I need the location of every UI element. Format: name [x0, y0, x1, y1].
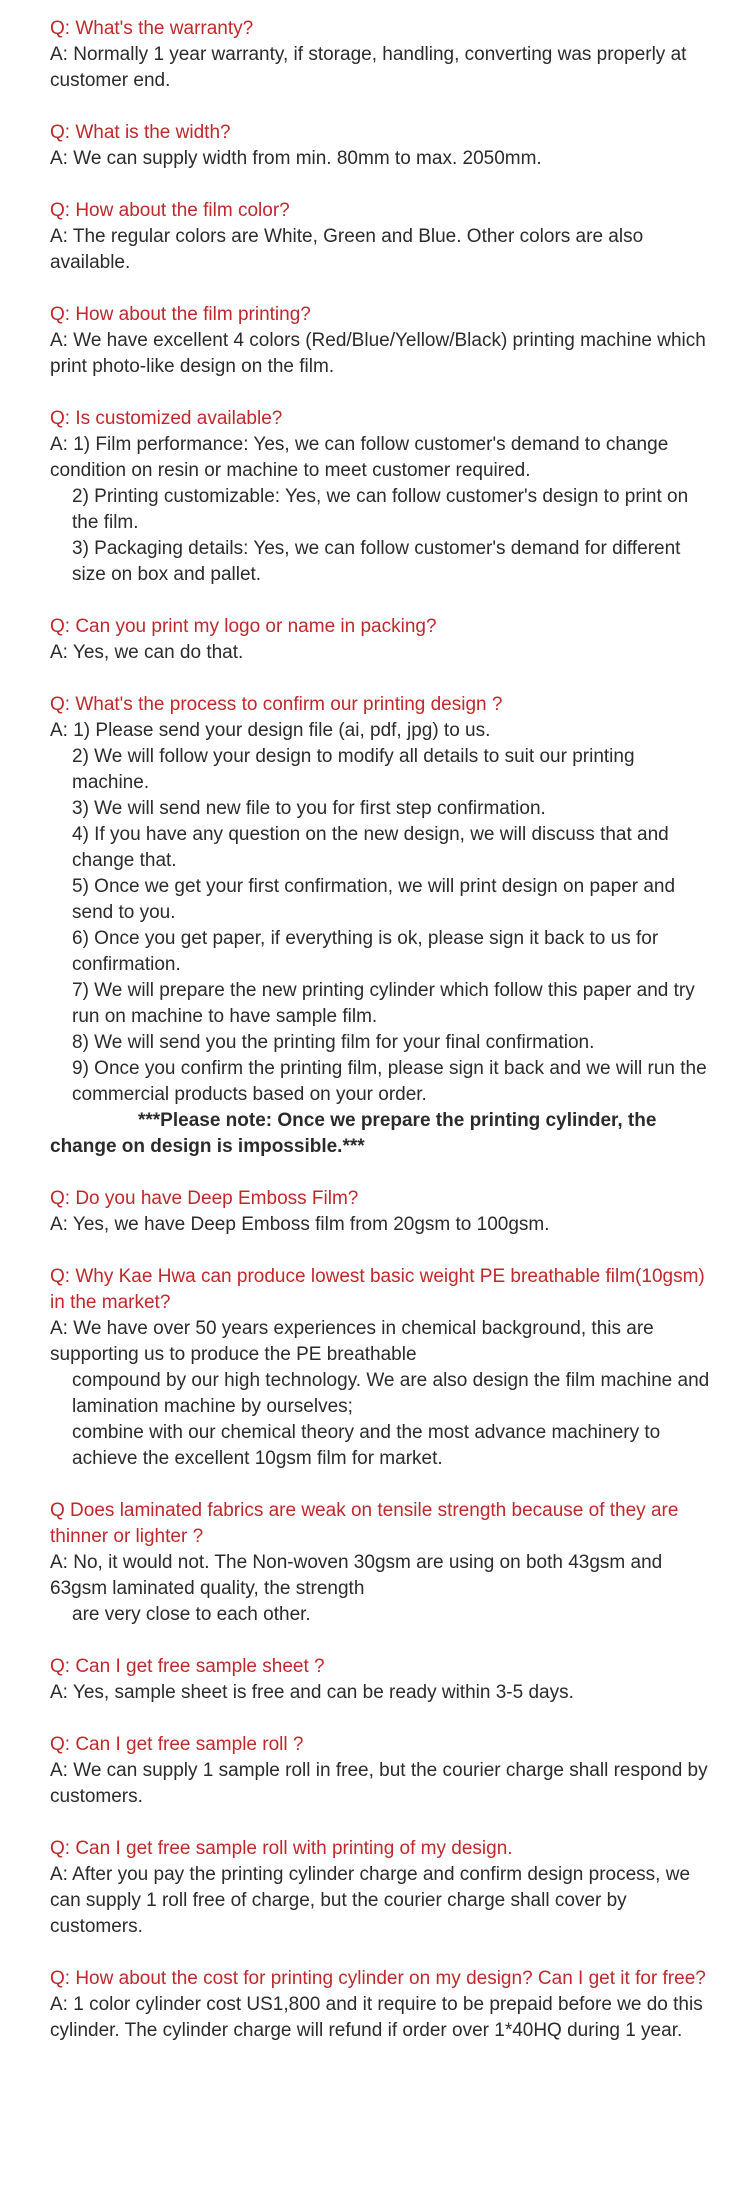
faq-item-film-printing [50, 302, 714, 380]
faq-answer: A: 1) Please send your design file (ai, pdf, jpg) to us. [50, 720, 491, 741]
faq-answer: 2) We will follow your design to modify all details to suit our printing machine. [72, 746, 635, 793]
faq-question: Q: What's the warranty? [50, 18, 254, 39]
faq-answer: A: The regular colors are White, Green and Blue. Other colors are also available. [50, 226, 644, 273]
faq-answer: A: 1 color cylinder cost US1,800 and it require to be prepaid before we do this cylinder. The cylinder charge will refund if order over 1*40HQ during 1 year. [50, 1994, 703, 2041]
faq-answer: A: Yes, we can do that. [50, 642, 244, 663]
faq-answer: 5) Once we get your first confirmation, we will print design on paper and send to you. [72, 876, 676, 923]
faq-answer: A: Yes, we have Deep Emboss film from 20gsm to 100gsm. [50, 1214, 550, 1235]
faq-item-lowest-weight [50, 1264, 714, 1472]
faq-question: Q: Is customized available? [50, 408, 283, 429]
faq-answer: 8) We will send you the printing film for your final confirmation. [72, 1032, 595, 1053]
faq-answer: 6) Once you get paper, if everything is ok, please sign it back to us for confirmation. [72, 928, 659, 975]
faq-note: ***Please note: Once we prepare the printing cylinder, the [138, 1110, 657, 1131]
faq-item-logo-packing [50, 614, 714, 666]
faq-answer: compound by our high technology. We are also design the film machine and lamination machine by ourselves; [72, 1370, 710, 1417]
faq-item-customized [50, 406, 714, 588]
faq-question: Q: Can I get free sample roll with printing of my design. [50, 1838, 513, 1859]
faq-question: Q Does laminated fabrics are weak on tensile strength because of they are thinner or lighter ? [50, 1500, 679, 1547]
faq-item-sample-roll-printing [50, 1836, 714, 1940]
faq-item-width [50, 120, 714, 172]
faq-answer: A: No, it would not. The Non-woven 30gsm are using on both 43gsm and 63gsm laminated quality, the strength [50, 1552, 663, 1599]
faq-answer: A: After you pay the printing cylinder charge and confirm design process, we can supply 1 roll free of charge, but the courier charge shall cover by customers. [50, 1864, 691, 1937]
faq-answer: A: Normally 1 year warranty, if storage, handling, converting was properly at customer end. [50, 44, 687, 91]
faq-item-sample-roll [50, 1732, 714, 1810]
faq-item-printing-process [50, 692, 714, 1160]
faq-answer: A: We can supply 1 sample roll in free, but the courier charge shall respond by customers. [50, 1760, 708, 1807]
faq-question: Q: How about the film printing? [50, 304, 311, 325]
faq-answer: A: We can supply width from min. 80mm to max. 2050mm. [50, 148, 542, 169]
faq-question: Q: Can I get free sample sheet ? [50, 1656, 325, 1677]
faq-answer: 7) We will prepare the new printing cylinder which follow this paper and try run on machine to have sample film. [72, 980, 695, 1027]
faq-answer: combine with our chemical theory and the most advance machinery to achieve the excellent 10gsm film for market. [72, 1422, 661, 1469]
faq-question: Q: Why Kae Hwa can produce lowest basic weight PE breathable film(10gsm) in the market? [50, 1266, 705, 1313]
faq-note: change on design is impossible.*** [50, 1136, 365, 1157]
faq-item-film-color [50, 198, 714, 276]
faq-answer: 3) We will send new file to you for first step confirmation. [72, 798, 546, 819]
faq-item-warranty [50, 16, 714, 94]
faq-answer: 3) Packaging details: Yes, we can follow customer's demand for different size on box and pallet. [72, 538, 681, 585]
faq-answer: 9) Once you confirm the printing film, please sign it back and we will run the commercial products based on your order. [72, 1058, 707, 1105]
faq-question: Q: Can you print my logo or name in packing? [50, 616, 437, 637]
faq-question: Q: Do you have Deep Emboss Film? [50, 1188, 359, 1209]
faq-answer: A: We have excellent 4 colors (Red/Blue/Yellow/Black) printing machine which print photo-like design on the film. [50, 330, 706, 377]
faq-answer: A: We have over 50 years experiences in chemical background, this are supporting us to produce the PE breathable [50, 1318, 654, 1365]
faq-item-deep-emboss [50, 1186, 714, 1238]
faq-question: Q: What's the process to confirm our printing design ? [50, 694, 503, 715]
faq-answer: A: 1) Film performance: Yes, we can follow customer's demand to change condition on resin or machine to meet customer required. [50, 434, 669, 481]
faq-question: Q: How about the film color? [50, 200, 290, 221]
faq-item-cylinder-cost [50, 1966, 714, 2044]
faq-answer: are very close to each other. [72, 1604, 311, 1625]
faq-answer: A: Yes, sample sheet is free and can be ready within 3-5 days. [50, 1682, 574, 1703]
faq-answer: 2) Printing customizable: Yes, we can follow customer's design to print on the film. [72, 486, 689, 533]
faq-item-sample-sheet [50, 1654, 714, 1706]
faq-item-tensile-strength [50, 1498, 714, 1628]
faq-answer: 4) If you have any question on the new design, we will discuss that and change that. [72, 824, 669, 871]
faq-question: Q: What is the width? [50, 122, 231, 143]
faq-question: Q: Can I get free sample roll ? [50, 1734, 304, 1755]
faq-question: Q: How about the cost for printing cylinder on my design? Can I get it for free? [50, 1968, 706, 1989]
